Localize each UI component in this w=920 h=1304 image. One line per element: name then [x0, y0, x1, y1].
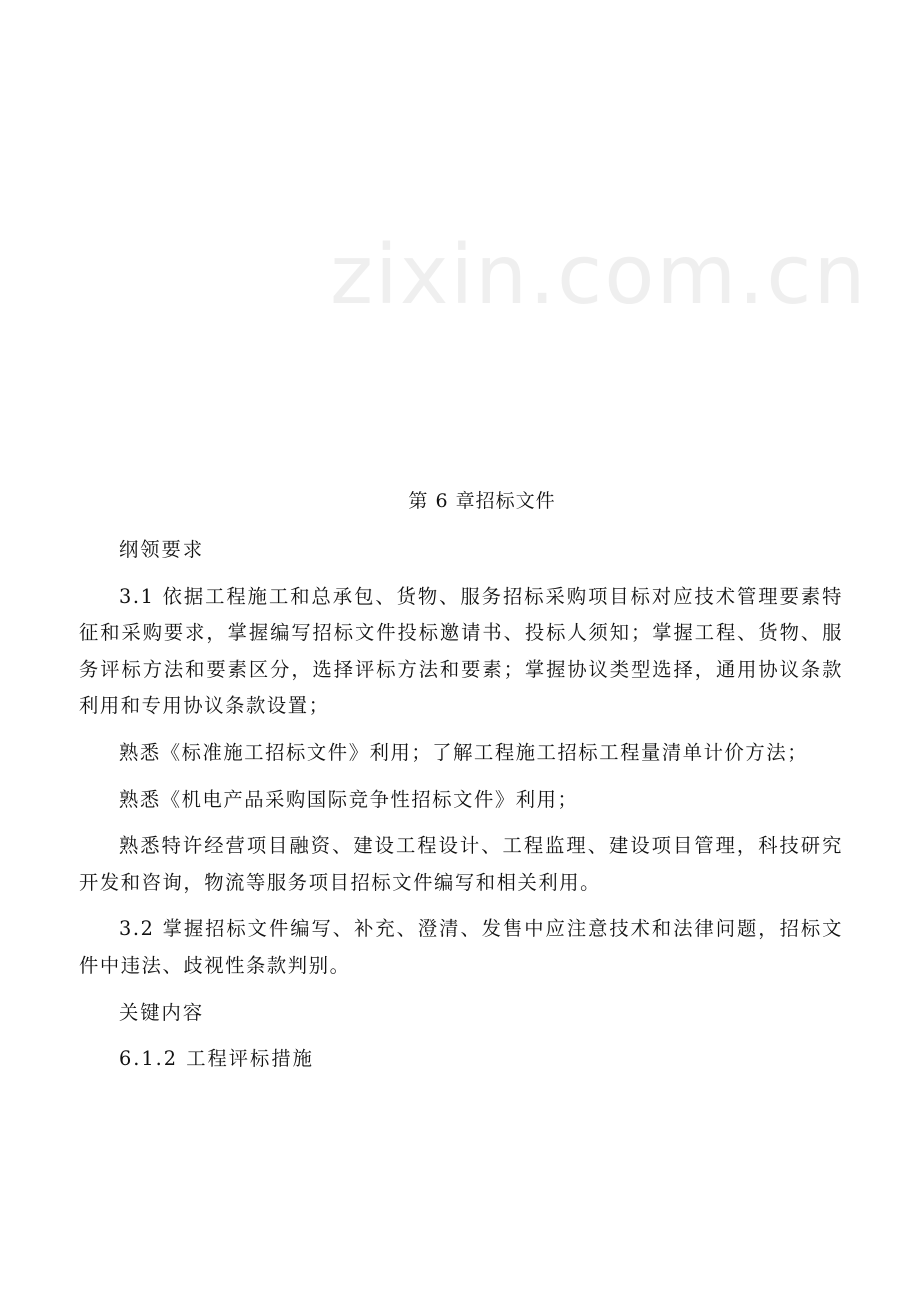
- chapter-title: 第 6 章招标文件: [408, 490, 556, 512]
- watermark: zixin.com.cn: [330, 228, 868, 323]
- paragraph-mechanical-products: 熟悉《机电产品采购国际竞争性招标文件》利用；: [119, 787, 579, 811]
- subsection-heading-6-1-2: 6.1.2 工程评标措施: [119, 1047, 314, 1071]
- paragraph-3-2: 3.2 掌握招标文件编写、补充、澄清、发售中应注意技术和法律问题，招标文件中违法、歧视性条款判别。: [79, 917, 843, 977]
- section-heading-requirements: 纲领要求: [119, 538, 205, 561]
- paragraph-standard-construction: 熟悉《标准施工招标文件》利用；了解工程施工招标工程量清单计价方法；: [119, 740, 809, 764]
- paragraph-franchise-projects: 熟悉特许经营项目融资、建设工程设计、工程监理、建设项目管理，科技研究开发和咨询，物流等服务项目招标文件编写和相关利用。: [79, 834, 843, 894]
- section-heading-key-content: 关键内容: [119, 1000, 205, 1024]
- paragraph-3-1: 3.1 依据工程施工和总承包、货物、服务招标采购项目标对应技术管理要素特征和采购要求，掌握编写招标文件投标邀请书、投标人须知；掌握工程、货物、服务评标方法和要素区分，选择评标方法和要素；掌握协议类型选择，通用协议条款利用和专用协议条款设置；: [79, 584, 843, 718]
- document-body: [79, 532, 843, 1088]
